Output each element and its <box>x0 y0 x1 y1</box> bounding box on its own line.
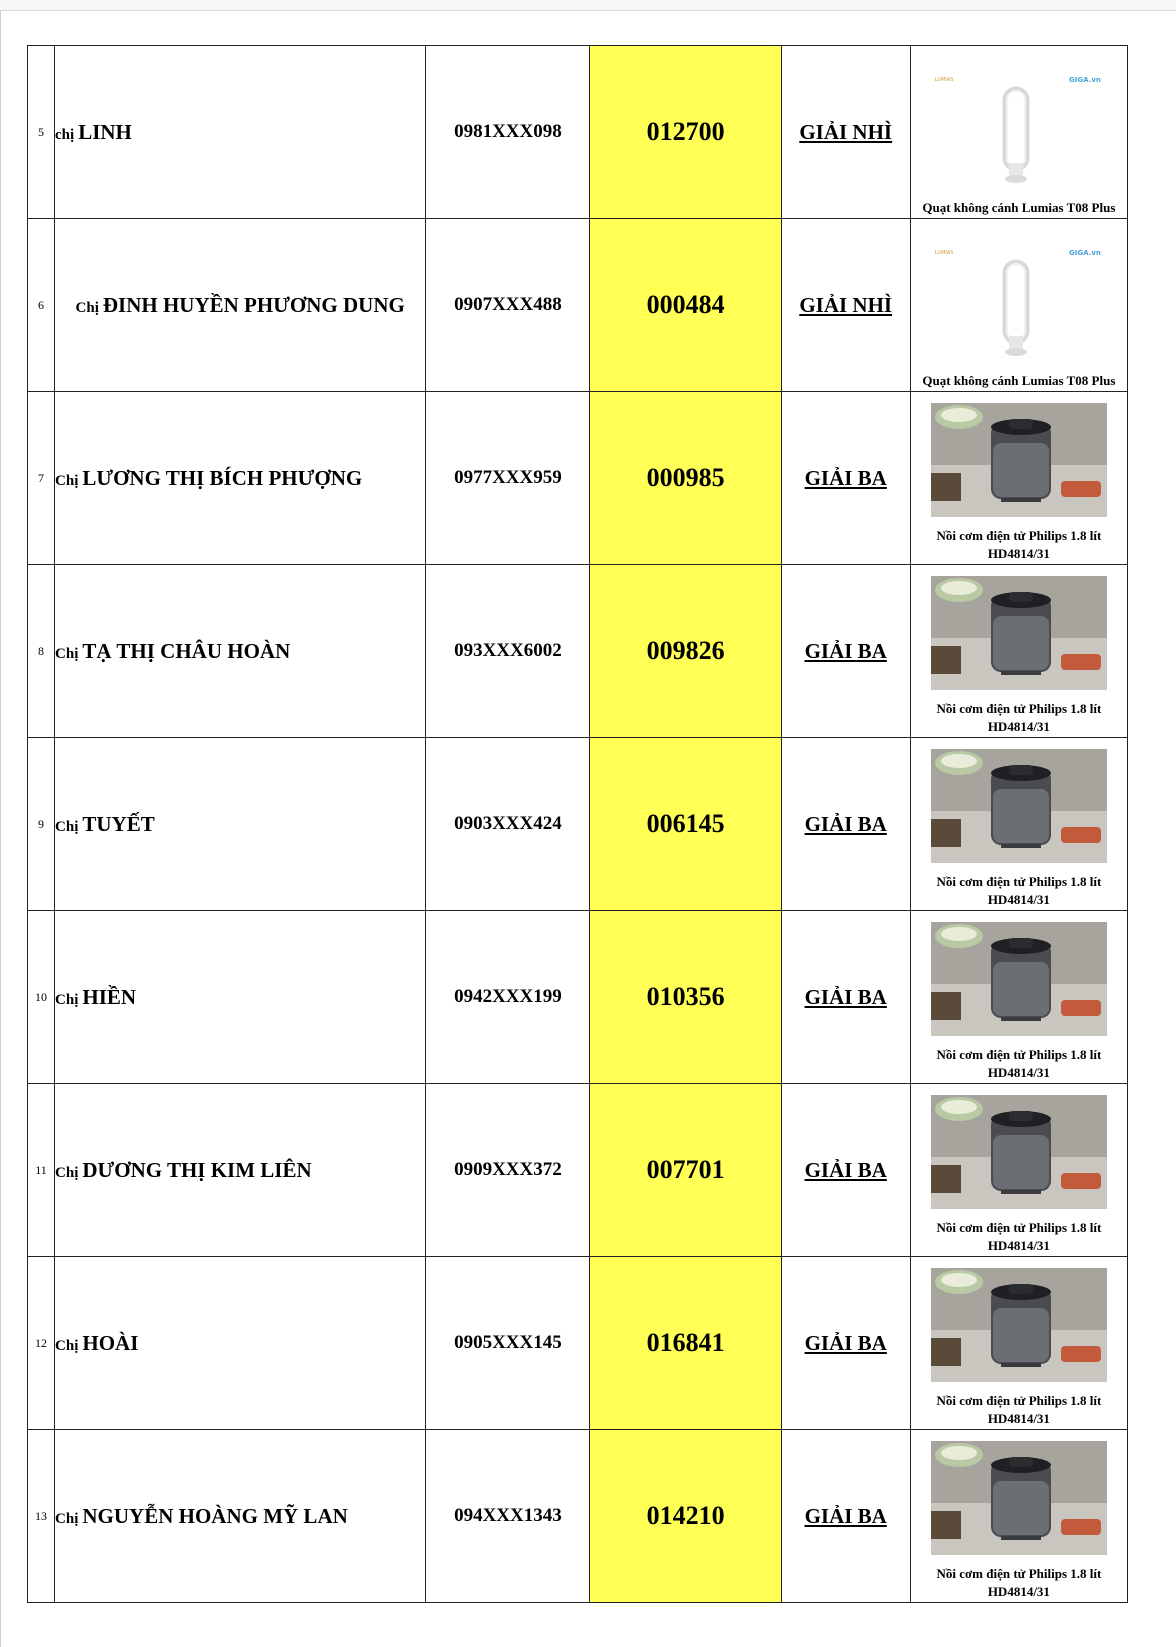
table-row <box>28 1257 1128 1430</box>
table-row <box>28 911 1128 1084</box>
winner-name-cell <box>55 565 426 738</box>
prize-level: GIẢI BA <box>781 738 910 911</box>
prize-item-cell <box>910 1257 1127 1430</box>
row-number: 6 <box>28 219 55 392</box>
prize-level: GIẢI BA <box>781 911 910 1084</box>
rice-cooker-icon <box>931 1268 1107 1382</box>
prize-item-name: Nồi cơm điện tử Philips 1.8 lít HD4814/31 <box>936 1393 1102 1426</box>
winner-phone: 094XXX1343 <box>426 1430 590 1603</box>
rice-cooker-image <box>931 1095 1107 1209</box>
prize-item-cell <box>910 565 1127 738</box>
row-number: 8 <box>28 565 55 738</box>
prize-level: GIẢI NHÌ <box>781 219 910 392</box>
shop-logo: GIGA.vn <box>1069 249 1101 257</box>
winner-title: Chị <box>55 645 79 662</box>
winning-code: 000484 <box>590 219 781 392</box>
prize-item-cell <box>910 392 1127 565</box>
winner-name-cell <box>55 738 426 911</box>
table-row <box>28 392 1128 565</box>
shop-logo: GIGA.vn <box>1069 76 1101 84</box>
bladeless-fan-icon <box>931 248 1107 362</box>
rice-cooker-image <box>931 922 1107 1036</box>
prize-item-cell <box>910 1430 1127 1603</box>
prize-level: GIẢI BA <box>781 1430 910 1603</box>
brand-logo: LUMIAS <box>934 77 954 83</box>
rice-cooker-image <box>931 403 1107 517</box>
winner-name-cell <box>55 219 426 392</box>
winner-name-cell <box>55 1084 426 1257</box>
rice-cooker-icon <box>931 749 1107 863</box>
bladeless-fan-image <box>931 75 1107 189</box>
rice-cooker-image <box>931 1441 1107 1555</box>
rice-cooker-image <box>931 1268 1107 1382</box>
page-left-edge <box>0 10 1 1647</box>
prize-level: GIẢI BA <box>781 565 910 738</box>
winning-code: 006145 <box>590 738 781 911</box>
rice-cooker-icon <box>931 1095 1107 1209</box>
winner-title: Chị <box>75 299 99 316</box>
row-number: 7 <box>28 392 55 565</box>
table-row <box>28 219 1128 392</box>
winner-title: chị <box>55 126 75 143</box>
winner-phone: 0909XXX372 <box>426 1084 590 1257</box>
winner-name: LINH <box>78 119 132 144</box>
winner-name: TUYẾT <box>82 811 155 836</box>
prize-item-cell <box>910 46 1127 219</box>
winning-code: 016841 <box>590 1257 781 1430</box>
winner-name-cell <box>55 392 426 565</box>
table-row <box>28 1084 1128 1257</box>
row-number: 10 <box>28 911 55 1084</box>
winner-phone: 093XXX6002 <box>426 565 590 738</box>
winner-name-cell <box>55 1257 426 1430</box>
prize-item-name: Nồi cơm điện tử Philips 1.8 lít HD4814/31 <box>936 528 1102 561</box>
winning-code: 007701 <box>590 1084 781 1257</box>
row-number: 5 <box>28 46 55 219</box>
winning-code: 000985 <box>590 392 781 565</box>
rice-cooker-icon <box>931 403 1107 517</box>
rice-cooker-icon <box>931 922 1107 1036</box>
rice-cooker-image <box>931 749 1107 863</box>
prize-item-name: Nồi cơm điện tử Philips 1.8 lít HD4814/31 <box>936 1566 1102 1599</box>
prize-item-cell <box>910 1084 1127 1257</box>
prize-item-name: Nồi cơm điện tử Philips 1.8 lít HD4814/31 <box>936 1220 1102 1253</box>
winning-code: 010356 <box>590 911 781 1084</box>
winner-name: LƯƠNG THỊ BÍCH PHƯỢNG <box>82 465 363 490</box>
rice-cooker-icon <box>931 1441 1107 1555</box>
winner-phone: 0942XXX199 <box>426 911 590 1084</box>
rice-cooker-image <box>931 576 1107 690</box>
winner-title: Chị <box>55 818 79 835</box>
prize-level: GIẢI BA <box>781 392 910 565</box>
row-number: 12 <box>28 1257 55 1430</box>
winning-code: 009826 <box>590 565 781 738</box>
table-row <box>28 565 1128 738</box>
table-row <box>28 738 1128 911</box>
bladeless-fan-image <box>931 248 1107 362</box>
winner-title: Chị <box>55 1337 79 1354</box>
winner-title: Chị <box>55 472 79 489</box>
winner-name: TẠ THỊ CHÂU HOÀN <box>82 638 291 663</box>
row-number: 9 <box>28 738 55 911</box>
table-row <box>28 46 1128 219</box>
winner-title: Chị <box>55 991 79 1008</box>
winners-table-body <box>28 46 1128 1603</box>
winners-table <box>27 45 1128 1603</box>
prize-level: GIẢI NHÌ <box>781 46 910 219</box>
winner-name-cell <box>55 1430 426 1603</box>
table-row <box>28 1430 1128 1603</box>
row-number: 13 <box>28 1430 55 1603</box>
winner-phone: 0981XXX098 <box>426 46 590 219</box>
prize-level: GIẢI BA <box>781 1084 910 1257</box>
winner-phone: 0977XXX959 <box>426 392 590 565</box>
rice-cooker-icon <box>931 576 1107 690</box>
winning-code: 012700 <box>590 46 781 219</box>
winner-name: NGUYỄN HOÀNG MỸ LAN <box>82 1503 348 1528</box>
winner-name: HIỀN <box>82 984 137 1009</box>
winner-name-cell <box>55 46 426 219</box>
winner-name-cell <box>55 911 426 1084</box>
page-top-strip <box>0 0 1176 11</box>
prize-item-name: Quạt không cánh Lumias T08 Plus <box>922 373 1116 388</box>
brand-logo: LUMIAS <box>934 250 954 256</box>
prize-item-name: Nồi cơm điện tử Philips 1.8 lít HD4814/31 <box>936 701 1102 734</box>
winner-phone: 0903XXX424 <box>426 738 590 911</box>
prize-item-name: Quạt không cánh Lumias T08 Plus <box>922 200 1116 215</box>
winner-name: ĐINH HUYỀN PHƯƠNG DUNG <box>102 292 405 317</box>
winner-title: Chị <box>55 1510 79 1527</box>
prize-item-cell <box>910 738 1127 911</box>
winning-code: 014210 <box>590 1430 781 1603</box>
winner-phone: 0907XXX488 <box>426 219 590 392</box>
prize-item-name: Nồi cơm điện tử Philips 1.8 lít HD4814/31 <box>936 1047 1102 1080</box>
bladeless-fan-icon <box>931 75 1107 189</box>
row-number: 11 <box>28 1084 55 1257</box>
prize-item-cell <box>910 911 1127 1084</box>
winner-phone: 0905XXX145 <box>426 1257 590 1430</box>
prize-level: GIẢI BA <box>781 1257 910 1430</box>
winner-name: DƯƠNG THỊ KIM LIÊN <box>82 1157 312 1182</box>
winner-name: HOÀI <box>82 1330 139 1355</box>
prize-item-name: Nồi cơm điện tử Philips 1.8 lít HD4814/31 <box>936 874 1102 907</box>
winner-title: Chị <box>55 1164 79 1181</box>
prize-item-cell <box>910 219 1127 392</box>
